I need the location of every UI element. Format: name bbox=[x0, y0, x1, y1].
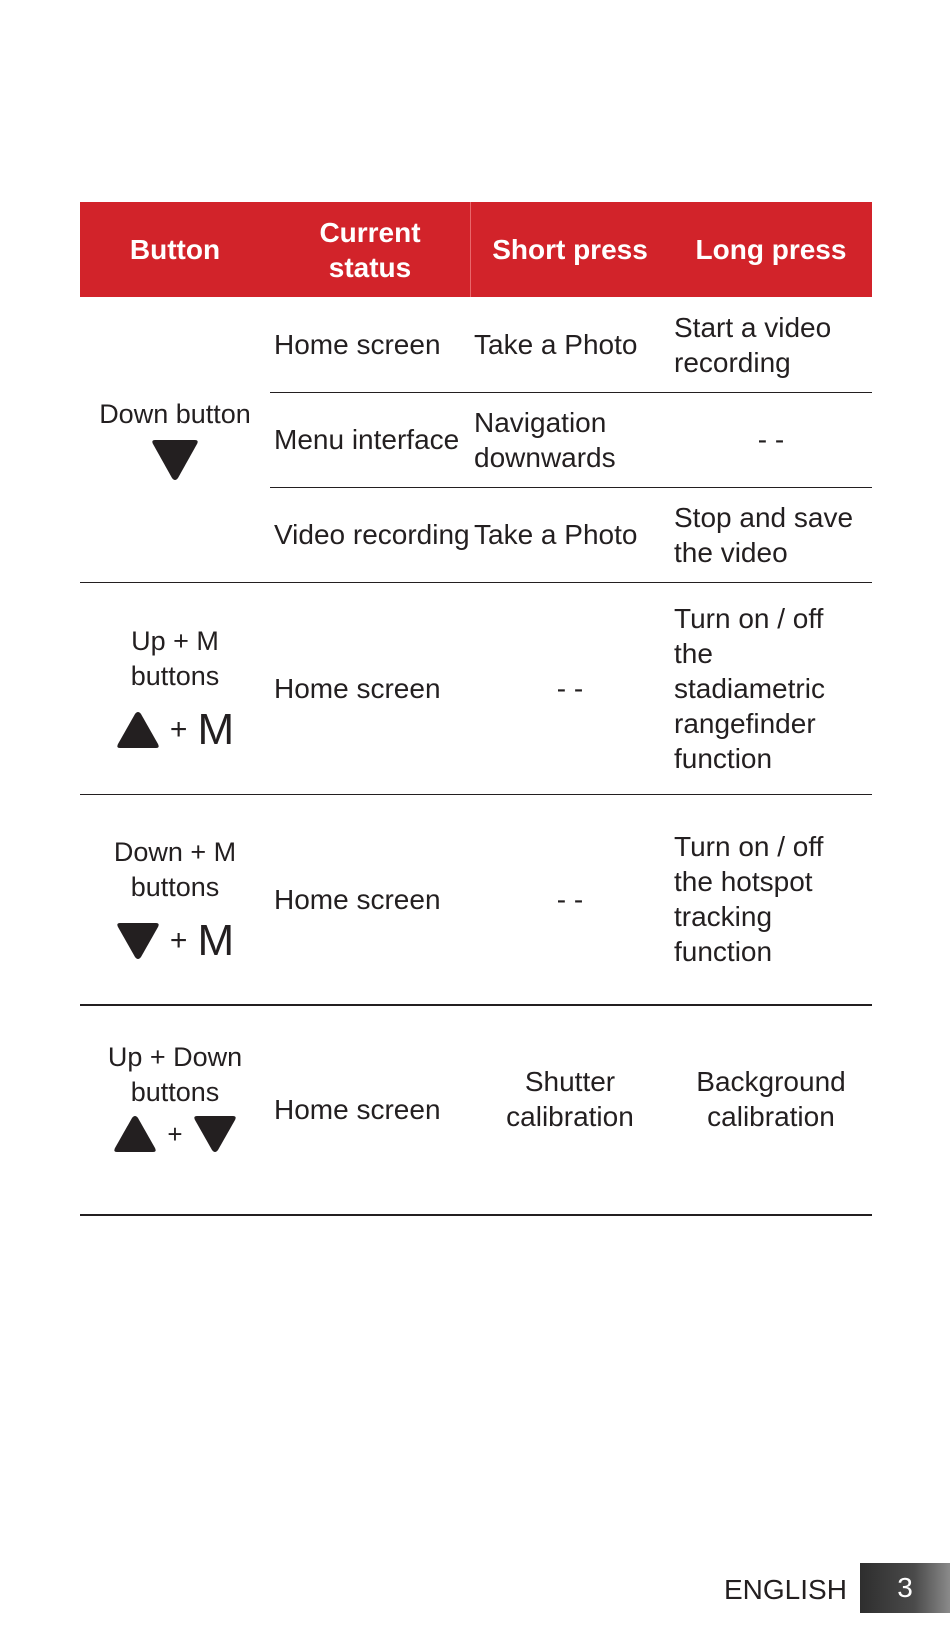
status-cell: Home screen bbox=[274, 883, 441, 915]
status-cell: Home screen bbox=[274, 672, 441, 704]
button-label: Up + Down buttons bbox=[107, 1042, 243, 1107]
button-cell-down bbox=[80, 297, 270, 582]
header-button: Button bbox=[129, 234, 221, 265]
up-triangle-icon bbox=[113, 1114, 157, 1154]
down-triangle-icon bbox=[193, 1114, 237, 1154]
header-long-press: Long press bbox=[695, 234, 847, 265]
long-press-cell: Turn on / off the hotspot tracking function bbox=[674, 831, 824, 967]
language-label: ENGLISH bbox=[724, 1574, 847, 1605]
down-triangle-icon bbox=[150, 438, 200, 482]
plus-sign: + bbox=[169, 713, 188, 746]
long-press-cell: Stop and save the video bbox=[674, 501, 854, 568]
button-label: Down + M buttons bbox=[113, 837, 237, 902]
long-press-cell: Turn on / off the stadiametric rangefinder function bbox=[674, 602, 825, 774]
header-short-press: Short press bbox=[492, 234, 648, 265]
short-press-cell: Shutter calibration bbox=[506, 1066, 634, 1132]
plus-sign: + bbox=[167, 1118, 183, 1149]
short-press-cell: Navigation downwards bbox=[474, 406, 616, 473]
long-press-cell: Start a video recording bbox=[674, 311, 832, 378]
long-press-cell: Background calibration bbox=[696, 1066, 846, 1132]
m-button-glyph: M bbox=[197, 705, 235, 754]
down-triangle-icon bbox=[116, 921, 160, 961]
button-label: Up + M buttons bbox=[130, 626, 220, 691]
status-cell: Home screen bbox=[274, 1093, 441, 1125]
button-cell-up-m bbox=[80, 582, 270, 794]
long-press-cell: - - bbox=[757, 424, 785, 455]
button-cell-down-m bbox=[80, 794, 270, 1004]
short-press-cell: - - bbox=[556, 883, 584, 915]
table-header bbox=[80, 202, 872, 297]
short-press-cell: Take a Photo bbox=[474, 329, 638, 360]
plus-sign: + bbox=[169, 924, 188, 957]
up-triangle-icon bbox=[116, 710, 160, 750]
short-press-cell: Take a Photo bbox=[474, 519, 638, 550]
status-cell: Video recording bbox=[274, 519, 470, 550]
table-bottom-border bbox=[80, 1214, 872, 1216]
button-label: Down button bbox=[99, 399, 251, 429]
page-number: 3 bbox=[860, 1563, 950, 1613]
header-current-status: Current status bbox=[319, 216, 421, 283]
short-press-cell: - - bbox=[556, 672, 584, 704]
button-cell-up-down bbox=[80, 1004, 270, 1214]
status-cell: Home screen bbox=[274, 329, 441, 360]
status-cell: Menu interface bbox=[274, 424, 460, 455]
m-button-glyph: M bbox=[197, 916, 235, 965]
